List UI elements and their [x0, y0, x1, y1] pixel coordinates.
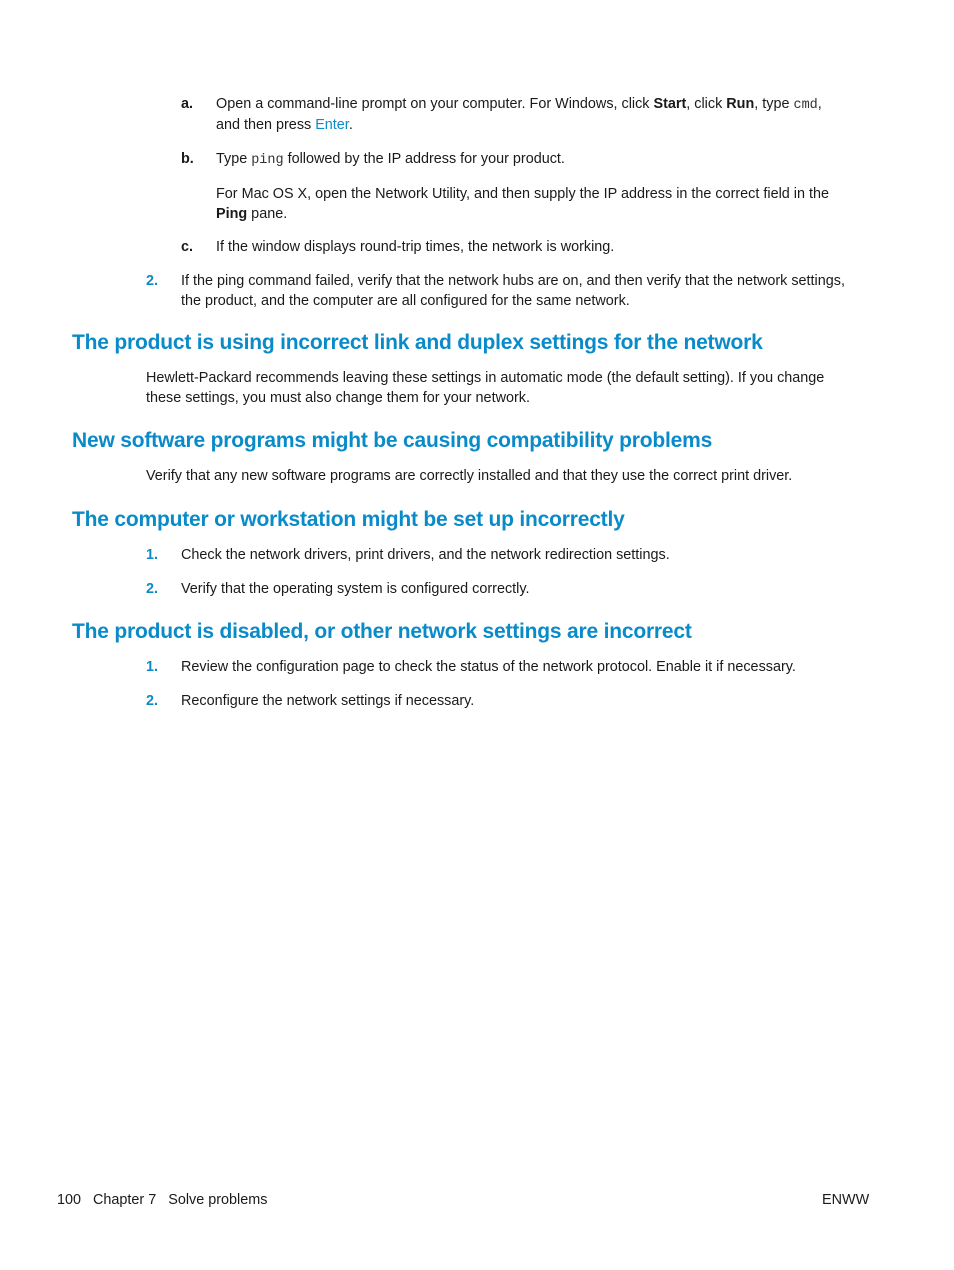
step-label: b. — [181, 151, 194, 167]
cmd-code: cmd — [793, 98, 818, 113]
ping-code: ping — [251, 153, 284, 168]
mac-note: For Mac OS X, open the Network Utility, and then supply the IP address in the correct field in the Ping pane. — [216, 186, 829, 222]
step-number: 2. — [146, 693, 159, 709]
step-label: c. — [181, 239, 194, 255]
enter-key: Enter — [315, 116, 349, 133]
section-heading: The product is using incorrect link and duplex settings for the network — [72, 331, 763, 354]
chapter-label: Chapter 7 — [93, 1192, 157, 1208]
section-heading: The product is disabled, or other network settings are incorrect — [72, 620, 692, 643]
footer-locale: ENWW — [822, 1192, 870, 1208]
page-number: 100 — [57, 1192, 82, 1208]
step-text: If the window displays round-trip times, the network is working. — [216, 239, 615, 255]
section-heading: New software programs might be causing compatibility problems — [72, 429, 713, 452]
step-number: 2. — [146, 273, 159, 289]
step-number: 1. — [146, 659, 159, 675]
start-term: Start — [653, 96, 687, 112]
section-body: Hewlett-Packard recommends leaving these settings in automatic mode (the default setting). If you change these settings, you must also change them for your network. — [146, 370, 825, 406]
page-footer — [57, 1192, 267, 1208]
step-number: 1. — [146, 547, 159, 563]
step-number: 2. — [146, 581, 159, 597]
step-text: Check the network drivers, print drivers, and the network redirection settings. — [181, 547, 670, 563]
section-heading: The computer or workstation might be set up incorrectly — [72, 508, 625, 531]
chapter-title: Solve problems — [168, 1192, 268, 1208]
run-term: Run — [726, 96, 755, 112]
step-text: Reconfigure the network settings if necessary. — [181, 693, 475, 709]
step-text: If the ping command failed, verify that the network hubs are on, and then verify that the network settings, the product, and the computer are all configured for the same network. — [181, 273, 845, 309]
step-text: Type ping followed by the IP address for your product. — [216, 151, 565, 168]
step-text: Open a command-line prompt on your computer. For Windows, click Start, click Run, type cmd, and then press Enter. — [216, 96, 822, 133]
step-label: a. — [181, 96, 194, 112]
step-text: Review the configuration page to check the status of the network protocol. Enable it if necessary. — [181, 659, 796, 675]
ping-term: Ping — [216, 205, 248, 222]
step-text: Verify that the operating system is configured correctly. — [181, 581, 530, 597]
section-body: Verify that any new software programs are correctly installed and that they use the correct print driver. — [146, 468, 793, 484]
